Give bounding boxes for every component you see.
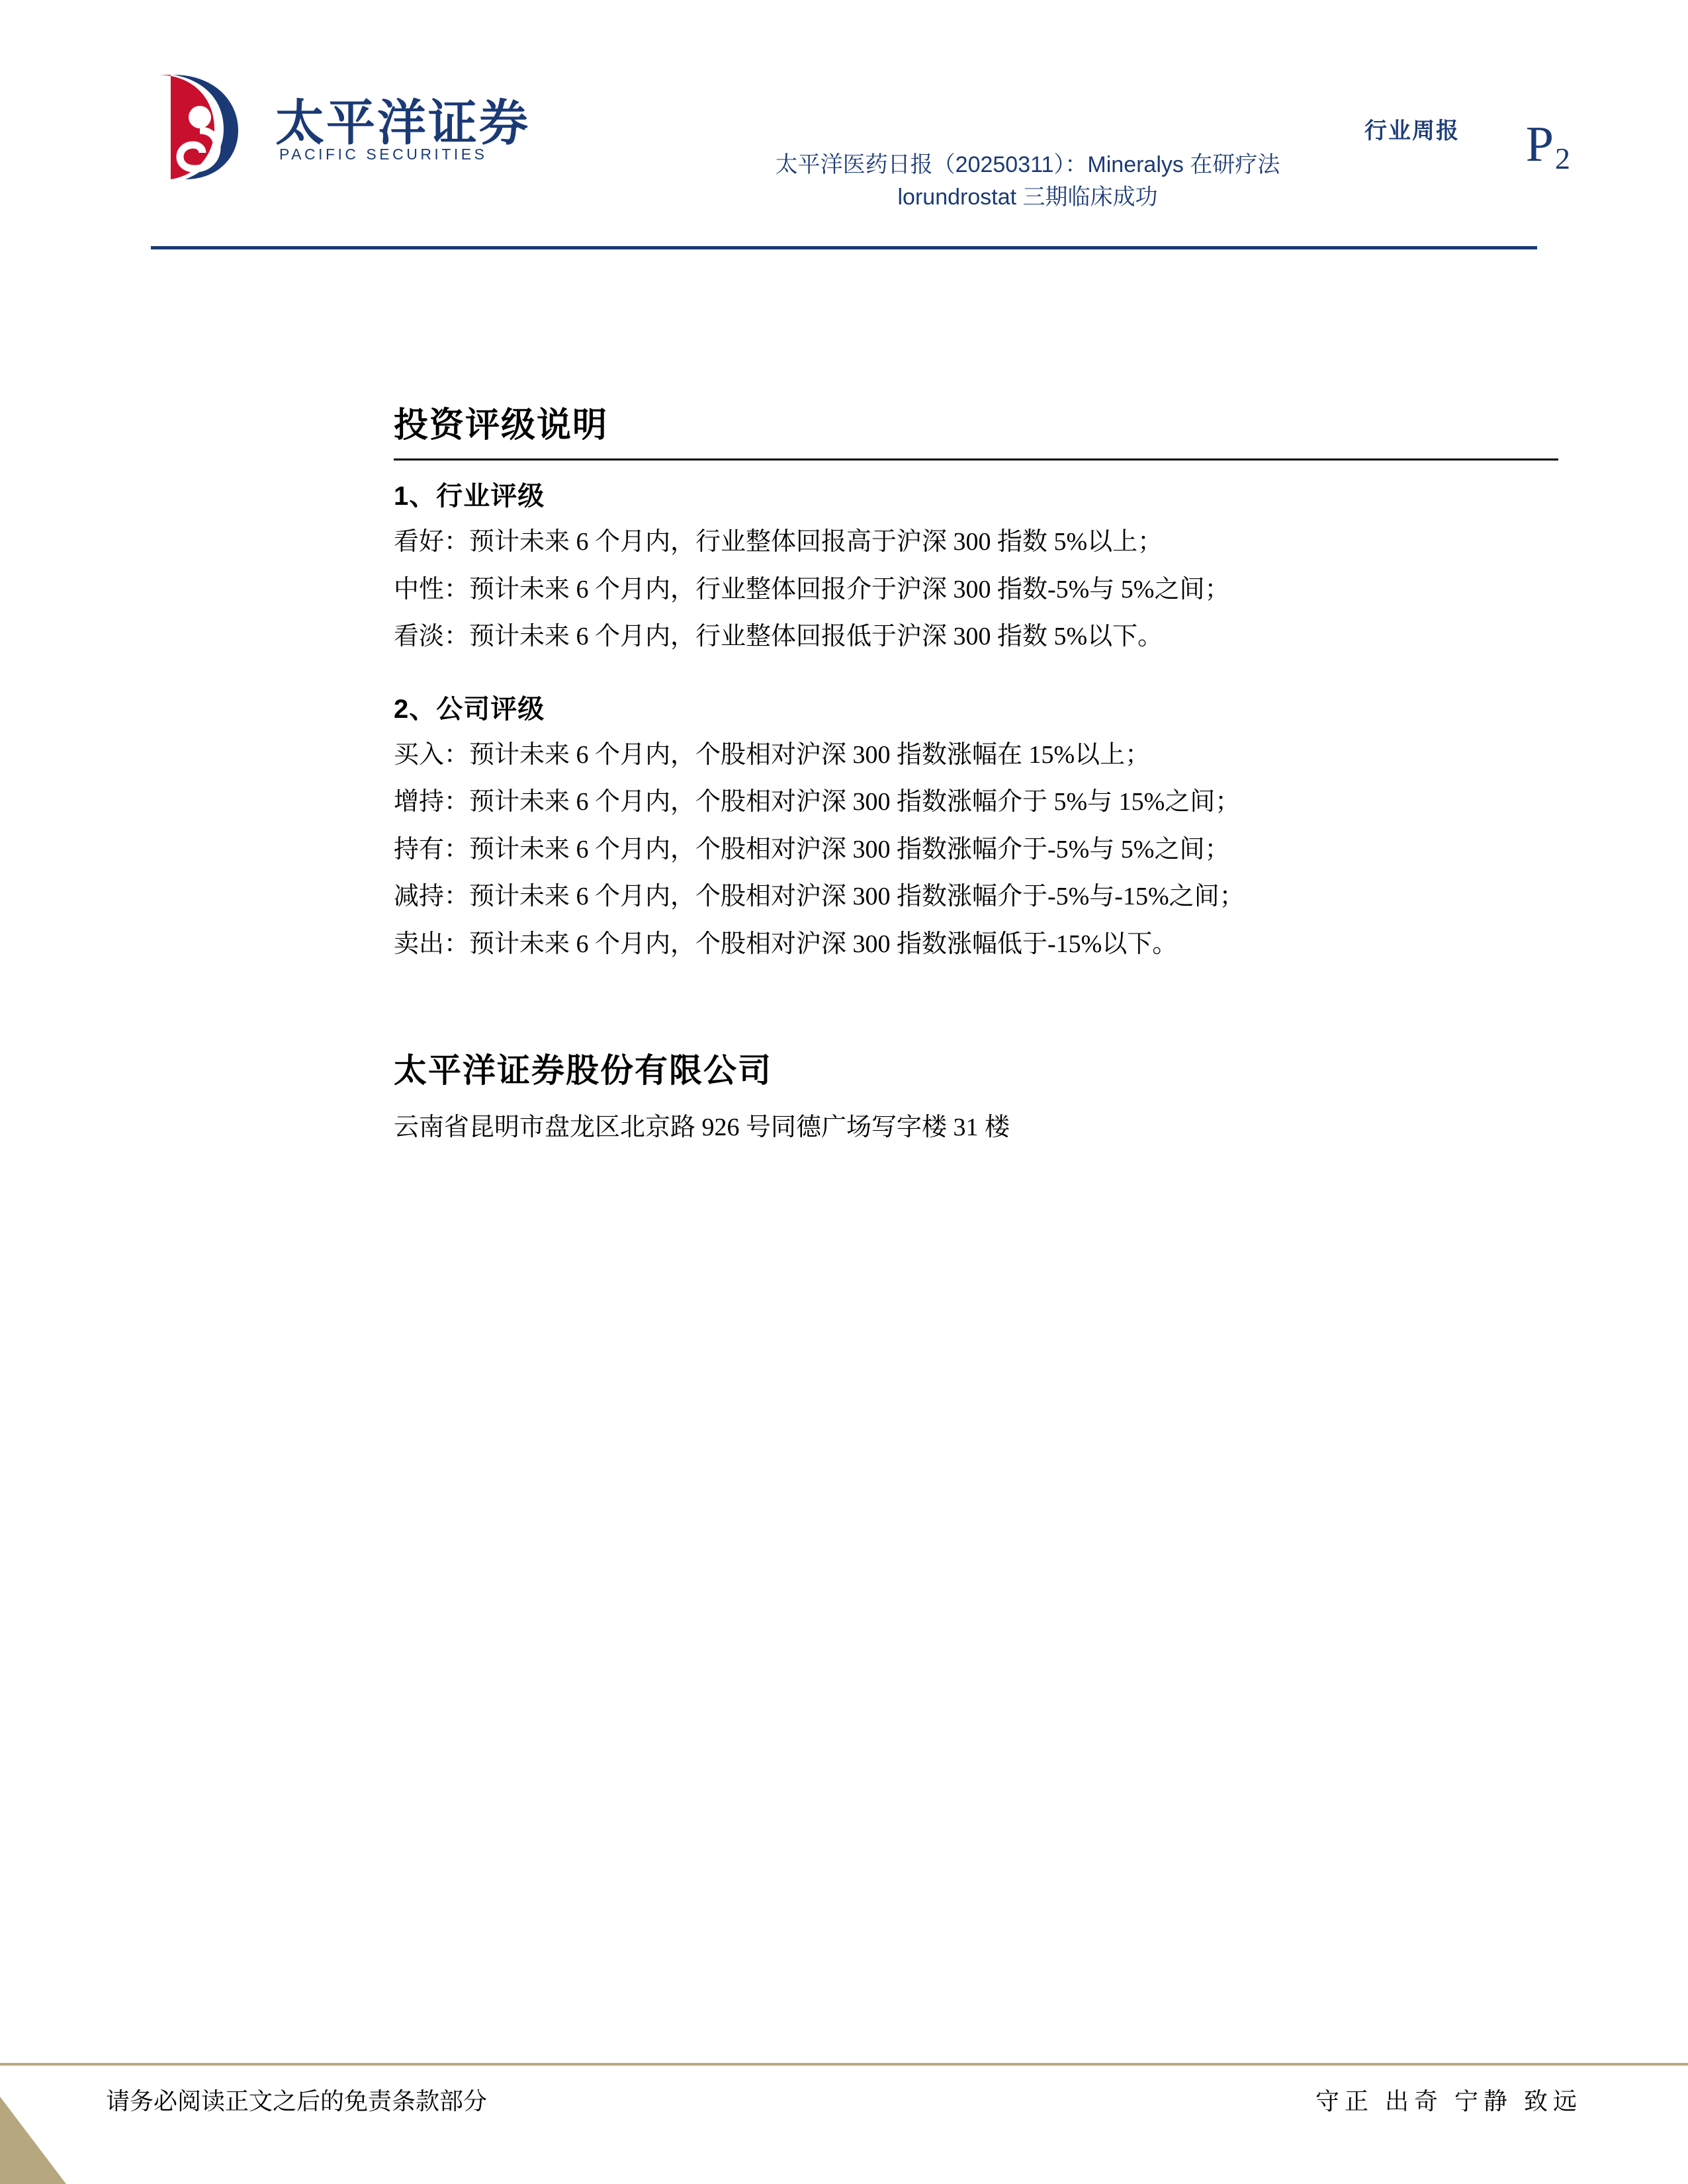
page-header <box>0 0 1688 258</box>
company-address: 云南省昆明市盘龙区北京路 926 号同德广场写字楼 31 楼 <box>394 1114 1010 1142</box>
page-number <box>1526 116 1569 173</box>
logo-text-cn: 太平洋证券 <box>275 95 530 150</box>
page-label: P <box>1525 116 1554 172</box>
rating-line: 持有：预计未来 6 个月内，个股相对沪深 300 指数涨幅介于-5%与 5%之间； <box>394 835 1230 863</box>
rating-group-company <box>394 688 1558 965</box>
rating-line: 增持：预计未来 6 个月内，个股相对沪深 300 指数涨幅介于 5%与 15%之间； <box>394 788 1241 816</box>
report-title-line2: lorundrostat 三期临床成功 <box>897 185 1158 210</box>
rating-line: 减持：预计未来 6 个月内，个股相对沪深 300 指数涨幅介于-5%与-15%之间； <box>394 883 1245 911</box>
report-title-line1: 太平洋医药日报（20250311）：Mineralys 在研疗法 <box>775 152 1280 177</box>
spacer <box>394 664 1558 681</box>
report-type-label: 行业周报 <box>1364 118 1460 144</box>
rating-line: 买入：预计未来 6 个月内，个股相对沪深 300 指数涨幅在 15%以上； <box>394 740 1151 769</box>
company-name: 太平洋证券股份有限公司 <box>394 1052 772 1090</box>
group-heading: 1、行业评级 <box>394 482 545 511</box>
group-heading: 2、公司评级 <box>394 694 545 724</box>
report-title <box>596 149 1460 214</box>
footer-disclaimer: 请务必阅读正文之后的免责条款部分 <box>106 2088 488 2115</box>
rating-line: 卖出：预计未来 6 个月内，个股相对沪深 300 指数涨幅低于-15%以下。 <box>394 930 1178 958</box>
section-divider <box>394 459 1558 460</box>
section-title: 投资评级说明 <box>394 406 609 445</box>
header-divider <box>151 246 1537 249</box>
rating-line: 中性：预计未来 6 个月内，行业整体回报介于沪深 300 指数-5%与 5%之间； <box>394 575 1230 603</box>
footer-slogan: 守正 出奇 宁静 致远 <box>1315 2088 1582 2115</box>
logo-text-en: PACIFIC SECURITIES <box>279 146 488 163</box>
rating-line: 看淡：预计未来 6 个月内，行业整体回报低于沪深 300 指数 5%以下。 <box>394 623 1163 651</box>
rating-group-industry <box>394 475 1558 658</box>
company-logo <box>151 69 530 192</box>
rating-line: 看好：预计未来 6 个月内，行业整体回报高于沪深 300 指数 5%以上； <box>394 528 1163 556</box>
footer-corner-decoration <box>0 2097 66 2184</box>
page-number-value: 2 <box>1555 142 1570 175</box>
footer-divider <box>0 2063 1688 2066</box>
pacific-securities-logo-icon <box>151 69 267 185</box>
page-content <box>394 397 1558 1143</box>
